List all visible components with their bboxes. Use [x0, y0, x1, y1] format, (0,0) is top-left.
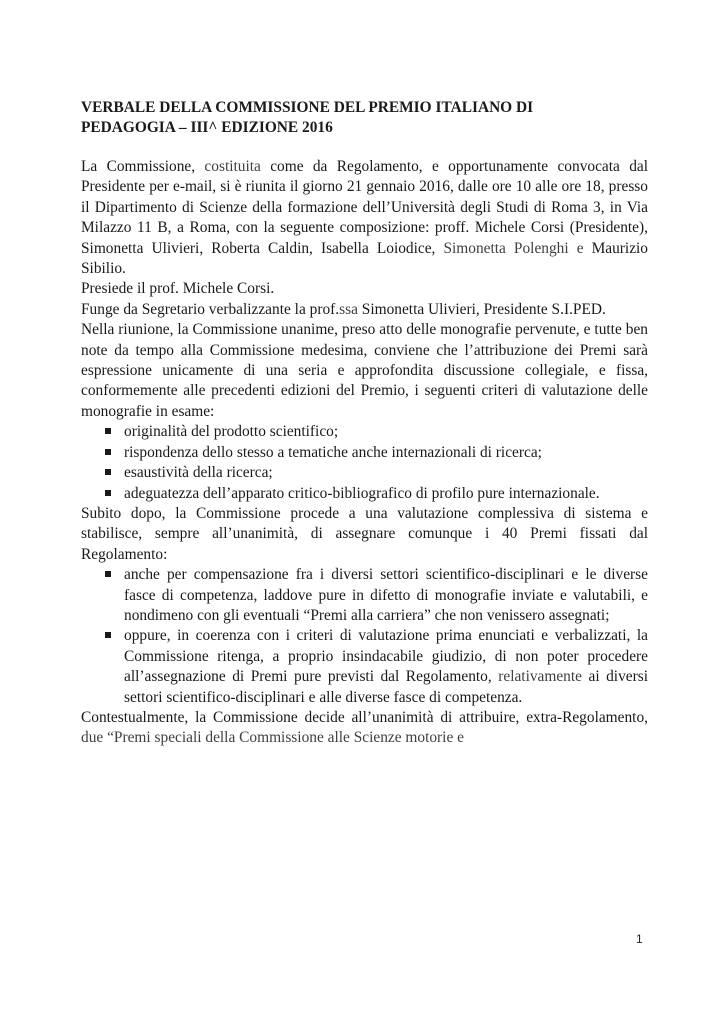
text-run: Contestualmente, la Commissione decide all’unanimità di attribuire, extra-Regolamento, [81, 708, 648, 726]
document-title [81, 98, 648, 138]
paragraph-segretario [81, 300, 648, 320]
paragraph-composition [81, 157, 648, 279]
square-bullet-icon [105, 428, 111, 434]
text-run: Simonetta Ulivieri, Presidente S.I.PED. [357, 300, 606, 318]
paragraph-presiede: Presiede il prof. Michele Corsi. [81, 280, 275, 298]
document-body [81, 98, 648, 749]
tracked-change-text: costituita [204, 158, 261, 175]
list-item [81, 565, 648, 626]
square-bullet-icon [105, 571, 111, 577]
list-item-text: ai diversi settori scientifico-disciplinari e alle diverse fasce di competenza. [124, 668, 648, 706]
tracked-change-text: ssa [339, 300, 358, 318]
text-run: La Commissione, [81, 158, 205, 175]
list-item [81, 443, 648, 463]
list-item-text: adeguatezza dell’apparato critico-bibliografico di profilo pure internazionale. [124, 484, 600, 502]
list-item [81, 422, 648, 442]
paragraph-contestualmente [81, 708, 648, 749]
text-run: come da Regolamento, e opportunamente convocata dal Presidente per e-mail, si è riunita il giorno 21 gennaio 2016, dalle ore 10 alle ore 18, presso il Dipartimento di Scienze della formazione dell’Università degli Studi di Roma 3, in Via Milazzo 11 B, a Roma, con la seguente composizione: proff. Michele Corsi (Presidente), Simonetta Ulivieri, Roberta Caldin, Isabella Loiodice, [81, 158, 648, 257]
tracked-change-text: Simonetta Polenghi e [443, 239, 584, 257]
tracked-change-text: “Premi speciali della Commissione alle Scienze motorie e [103, 729, 464, 747]
list-item-text: anche per compensazione fra i diversi settori scientifico-disciplinari e le diverse fasce di competenza, laddove pure in difetto di monografie inviate e valutabili, e nondimeno con gli eventuali “Premi alla carriera” che non venissero assegnati; [124, 566, 648, 624]
square-bullet-icon [105, 490, 111, 496]
paragraph-subito: Subito dopo, la Commissione procede a una valutazione complessiva di sistema e stabilisce, sempre all’unanimità, di assegnare comunque i 40 Premi fissati dal Regolamento: [81, 504, 648, 563]
list-item-text: rispondenza dello stesso a tematiche anche internazionali di ricerca; [124, 443, 542, 461]
page-number: 1 [636, 932, 643, 946]
list-item [81, 626, 648, 708]
square-bullet-icon [105, 449, 111, 455]
tracked-change-text: due [81, 729, 104, 747]
title-line-1: VERBALE DELLA COMMISSIONE DEL PREMIO ITALIANO DI [81, 99, 534, 116]
text-run: Funge da Segretario verbalizzante la prof. [81, 300, 340, 318]
options-list [81, 565, 648, 708]
text-run: Maurizio Sibilio. [81, 239, 648, 278]
title-line-2: PEDAGOGIA – III^ EDIZIONE 2016 [81, 119, 333, 136]
list-item-text: oppure, in coerenza con i criteri di valutazione prima enunciati e verbalizzati, la Commissione ritenga, a proprio insindacabile giudizio, di non poter procedere all’assegnazione di Premi pure previsti dal Regolamento, [124, 627, 648, 686]
paragraph-riunione: Nella riunione, la Commissione unanime, preso atto delle monografie pervenute, e tutte ben note da tempo alla Commissione medesima, conviene che l’attribuzione dei Premi sarà espressione unicamente di una seria e approfondita discussione collegiale, e fissa, conformemente alle precedenti edizioni del Premio, i seguenti criteri di valutazione delle monografie in esame: [81, 321, 648, 420]
spacer [81, 138, 648, 157]
list-item [81, 463, 648, 483]
square-bullet-icon [105, 469, 111, 475]
square-bullet-icon [105, 632, 111, 638]
list-item [81, 484, 648, 504]
list-item-text: esaustività della ricerca; [124, 464, 273, 482]
tracked-change-text: relativamente [498, 668, 582, 686]
criteria-list [81, 422, 648, 504]
list-item-text: originalità del prodotto scientifico; [124, 423, 339, 441]
